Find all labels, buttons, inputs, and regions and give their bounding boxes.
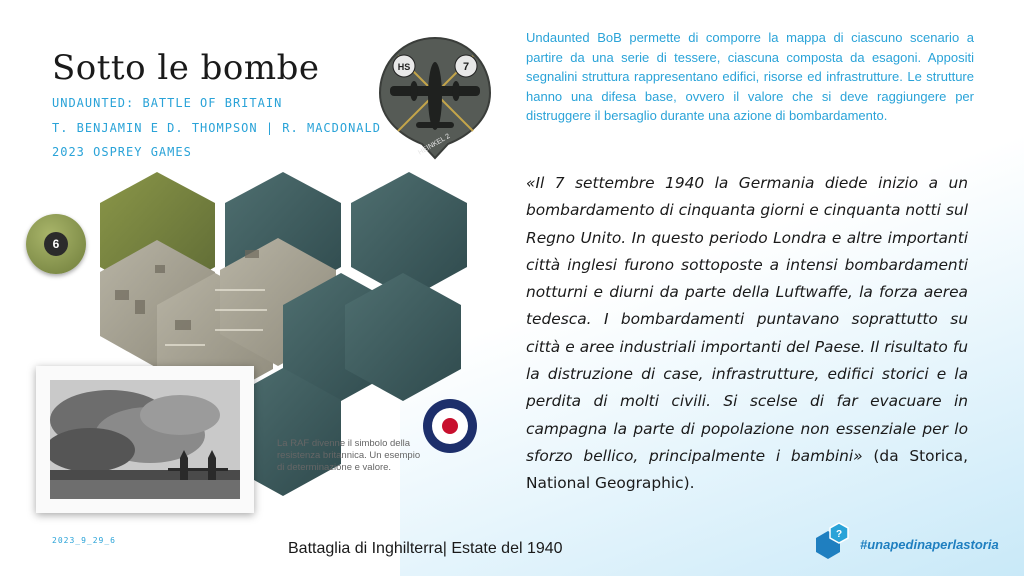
page-title: Sotto le bombe — [52, 48, 320, 88]
bomb-smoke-photo — [50, 380, 240, 499]
structure-token-icon — [26, 214, 86, 274]
hashtag: #unapedinaperlastoria — [860, 537, 999, 552]
post-code: 2023_9_29_6 — [52, 536, 116, 545]
svg-text:?: ? — [835, 529, 843, 540]
historical-photo — [36, 366, 254, 513]
raf-roundel-icon — [422, 398, 478, 454]
footer-title: Battaglia di Inghilterra| Estate del 1940 — [288, 540, 563, 557]
bomber-token-icon — [378, 36, 493, 160]
quote-text: «Il 7 settembre 1940 la Germania diede inizio a un bombardamento di cinquanta giorni e cinquanta notti sul Regno Unito. In questo periodo Londra e altre importanti città inglesi furono sottoposte a intensi bombardamenti notturni e diurni da parte della Luftwaffe, la forza aerea tedesca. I bombardamenti puntavano soprattutto su città e aree industriali importanti del Paese. Il risultato fu la distruzione di case, infrastrutture, edifici storici e la perdita di molti civili. Si scelse di far evacuare in campagna la parte di popolazione non essenziale per lo sforzo bellico, principalmente i bambini» — [526, 174, 968, 465]
photo-caption: La RAF divenne il simbolo della resistenza britannica. Un esempio di determinazione e valore. — [277, 438, 421, 473]
authors: T. BENJAMIN E D. THOMPSON | R. MACDONALD — [52, 121, 381, 135]
plane-value: 7 — [462, 61, 470, 73]
quote-source: (da Storica, National Geographic). — [526, 446, 968, 493]
question-hex-brand-icon — [806, 520, 856, 570]
structure-token-value: 6 — [44, 232, 68, 256]
intro-paragraph: Undaunted BoB permette di comporre la mappa di ciascuno scenario a partire da una serie di tessere, ciascuna composta da esagoni. Appositi segnalini struttura rappresentano edifici, risorse ed infrastrutture. Le strutture hanno una difesa base, ovvero il valore che si deve raggiungere per distruggere il bersaglio durante una azione di bombardamento. — [526, 30, 974, 123]
plane-code: HS — [397, 62, 411, 72]
game-name: UNDAUNTED: BATTLE OF BRITAIN — [52, 96, 283, 110]
publisher: 2023 OSPREY GAMES — [52, 145, 192, 159]
historical-quote — [526, 170, 968, 498]
plane-label: HEINKEL 2 — [417, 132, 452, 157]
